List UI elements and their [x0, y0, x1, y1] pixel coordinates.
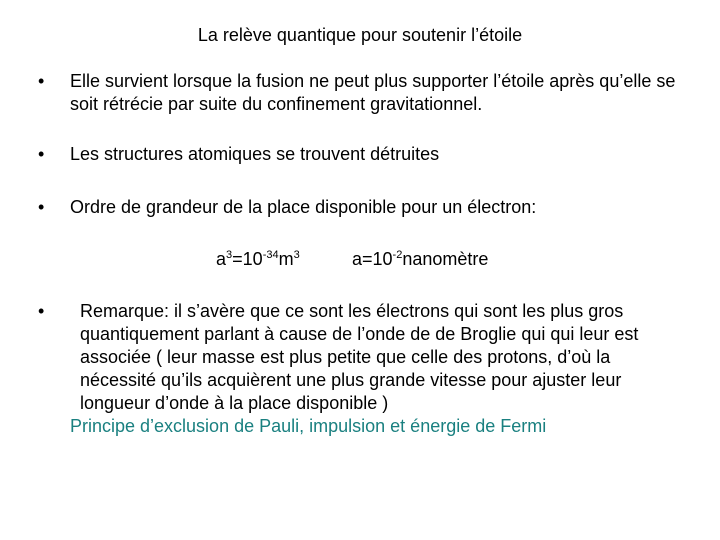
formula-exponent: -2	[392, 249, 403, 261]
bullet-item	[38, 196, 688, 219]
formula-unit: nanomètre	[402, 249, 489, 269]
bullet-marker: •	[38, 197, 45, 217]
volume-formula	[216, 248, 300, 271]
formula-base: a	[216, 249, 227, 269]
remark-text: Remarque: il s’avère que ce sont les électrons qui sont les plus gros quantiquement parlant à cause de l’onde de de Broglie qui qui leur est associée ( leur masse est plus petite que celle des protons, d’où la nécessité qu’ils acquièrent une plus grande vitesse pour ajuster leur longueur d’onde à la place disponible )	[80, 301, 639, 413]
bullet-item	[38, 143, 688, 166]
bullet-text: Ordre de grandeur de la place disponible pour un électron:	[70, 197, 537, 217]
formula-value: a=10	[352, 249, 393, 269]
bullet-item	[38, 70, 688, 116]
remark-item	[38, 300, 678, 438]
slide-title: La relève quantique pour soutenir l’étoile	[197, 25, 523, 45]
formula-exponent: -34	[262, 249, 279, 261]
bullet-marker: •	[38, 301, 45, 321]
bullet-marker: •	[38, 71, 45, 91]
formula-unit: m	[278, 249, 294, 269]
bullet-text: Les structures atomiques se trouvent détruites	[70, 144, 440, 164]
pauli-highlight: Principe d’exclusion de Pauli, impulsion et énergie de Fermi	[70, 416, 547, 436]
length-formula	[352, 248, 488, 271]
bullet-text: Elle survient lorsque la fusion ne peut plus supporter l’étoile après qu’elle se soit rétrécie par suite du confinement gravitationnel.	[70, 71, 676, 114]
formula-exponent: 3	[226, 249, 233, 261]
formula-exponent: 3	[293, 249, 300, 261]
bullet-marker: •	[38, 144, 45, 164]
formula-value: =10	[232, 249, 263, 269]
